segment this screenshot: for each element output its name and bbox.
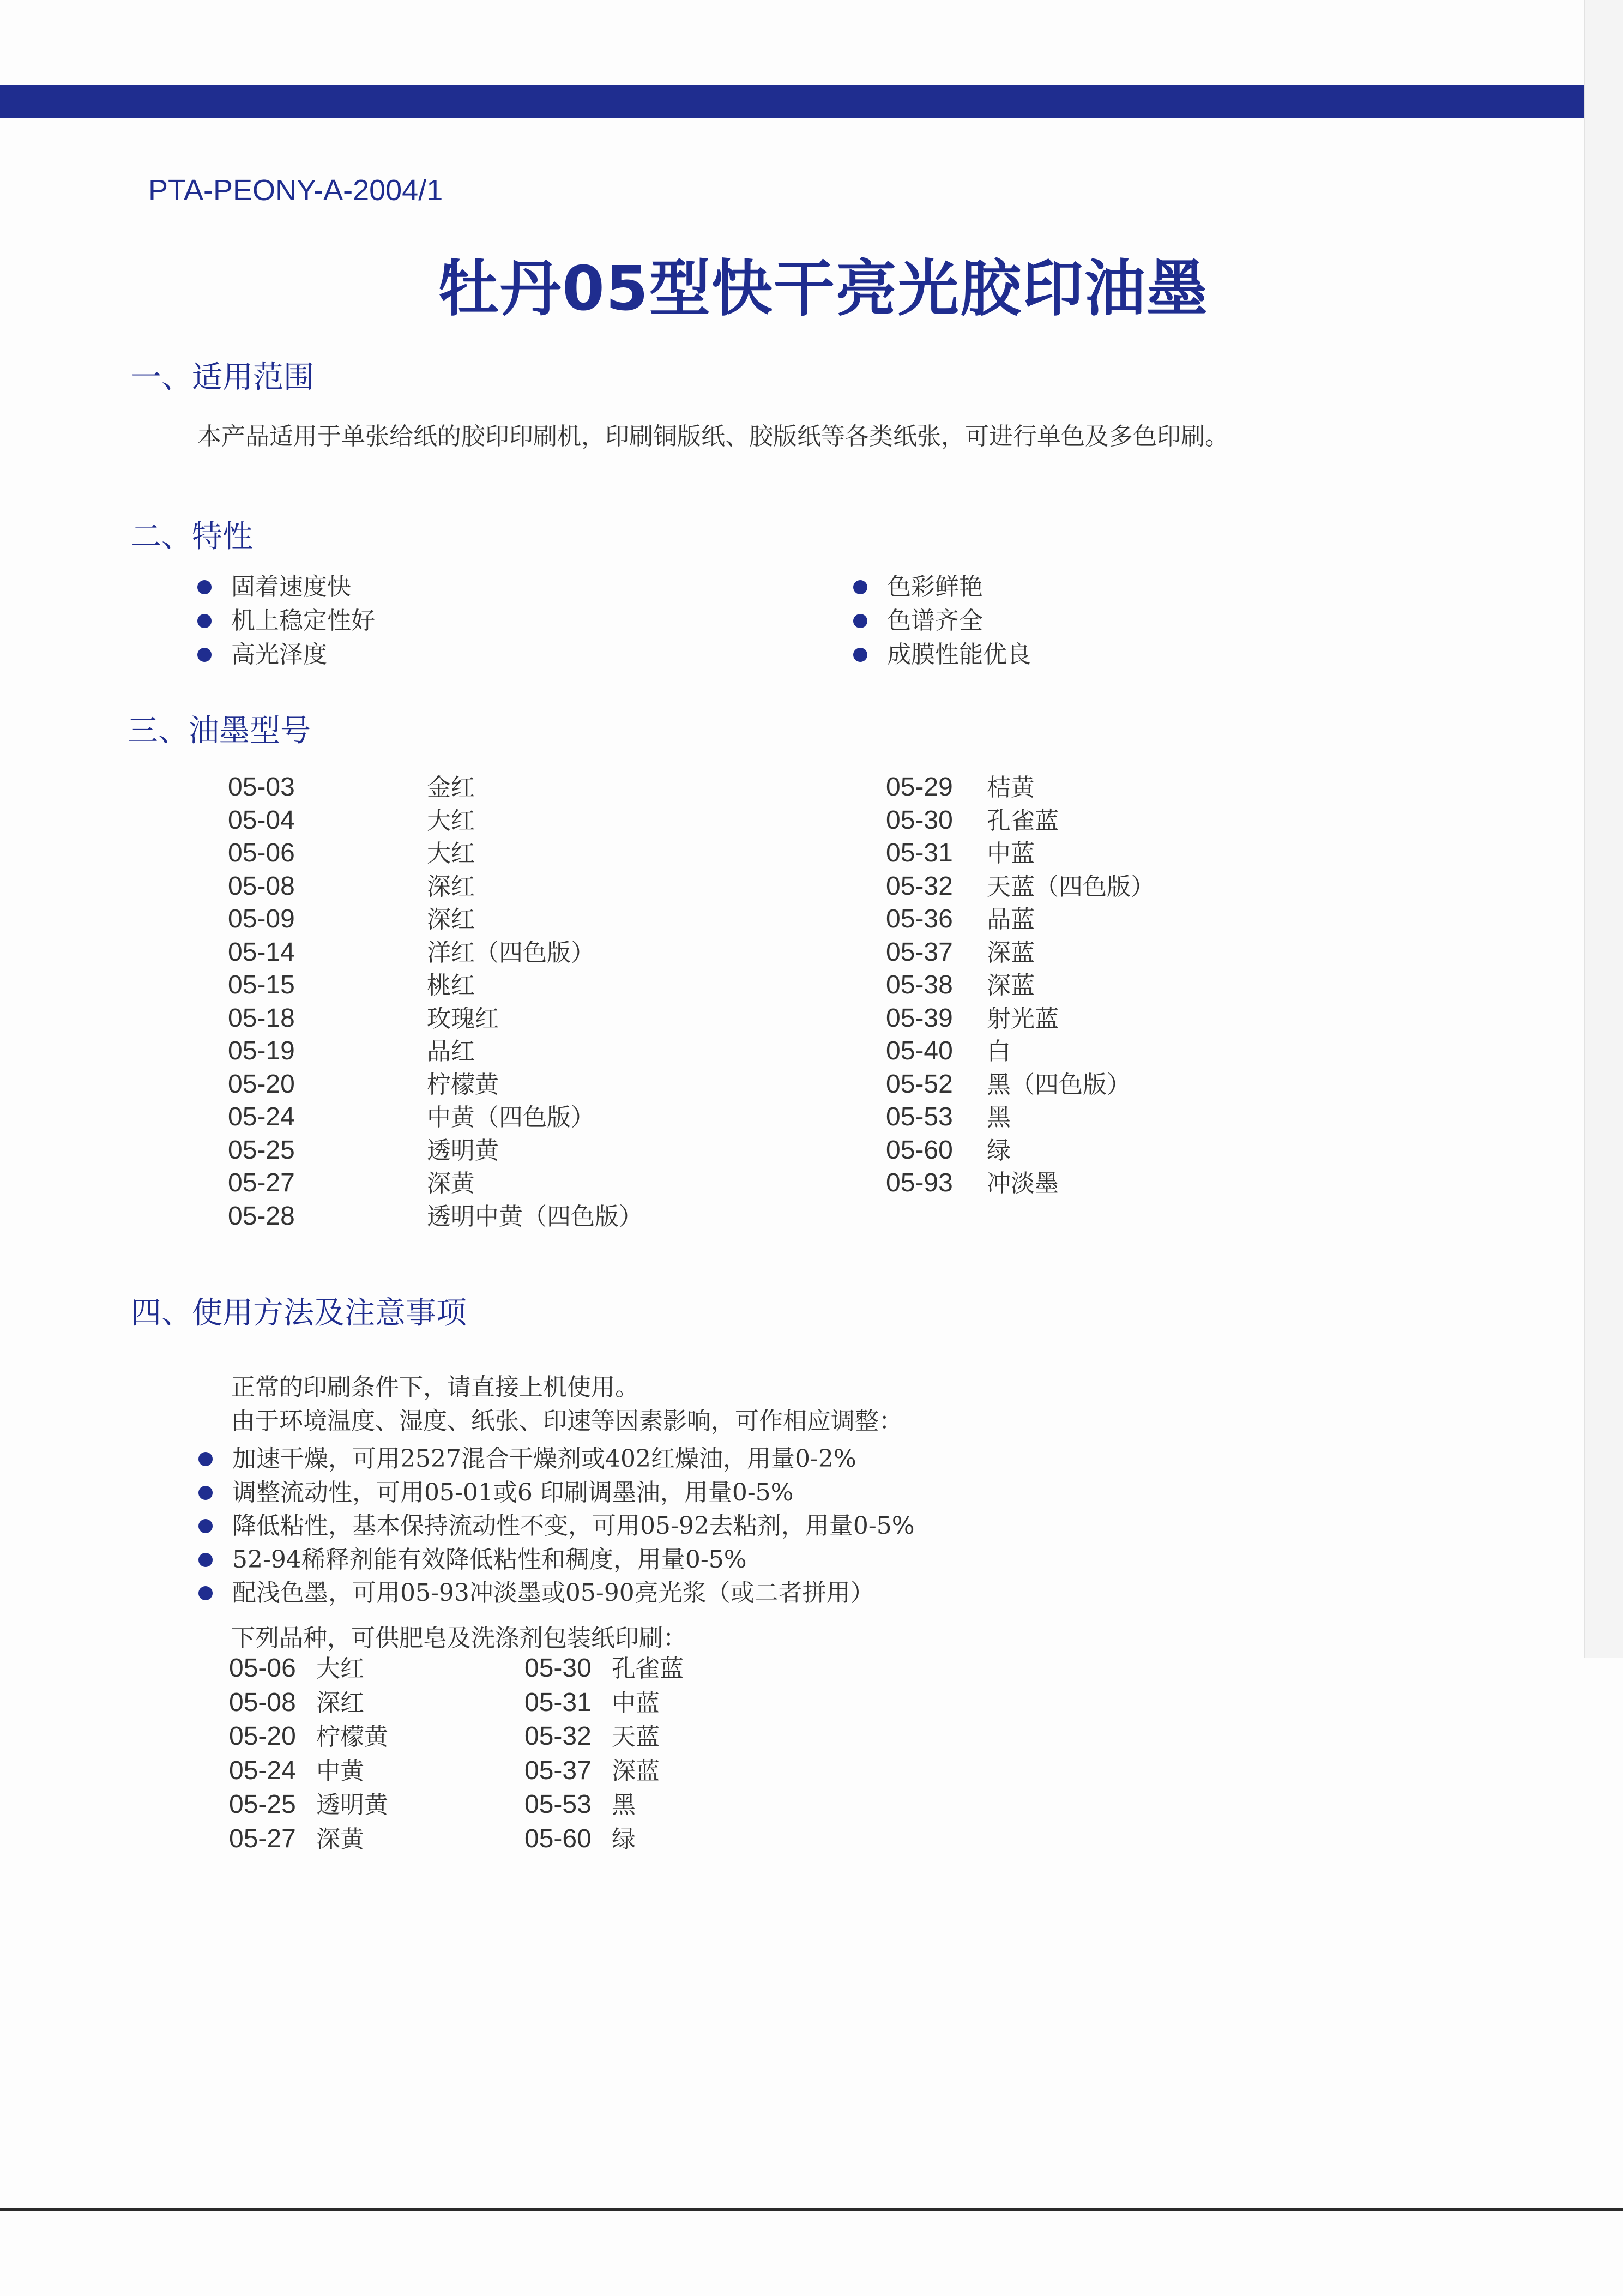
- ink-name: 绿: [987, 1136, 1011, 1165]
- soap-name: 中黄: [316, 1757, 364, 1785]
- ink-code: 05-28: [228, 1201, 295, 1231]
- usage-list: [198, 1442, 915, 1610]
- ink-name: 品红: [427, 1038, 475, 1065]
- ink-name: 桔黄: [987, 774, 1035, 802]
- ink-row: [228, 1200, 643, 1233]
- bullet-icon: [853, 580, 867, 594]
- ink-code: 05-60: [886, 1135, 953, 1165]
- usage-intro-1: 正常的印刷条件下，请直接上机使用。: [231, 1373, 639, 1401]
- soap-row: [524, 1652, 684, 1686]
- ink-row: [228, 969, 643, 1002]
- soap-code: 05-53: [524, 1790, 592, 1819]
- soap-code: 05-24: [229, 1756, 296, 1785]
- ink-row: [886, 969, 1155, 1002]
- ink-code: 05-15: [228, 971, 295, 999]
- ink-models-right: [886, 771, 1155, 1200]
- ink-code: 05-29: [886, 773, 953, 802]
- bullet-icon: [198, 1553, 213, 1567]
- ink-row: [886, 1002, 1155, 1035]
- soap-name: 柠檬黄: [316, 1723, 388, 1751]
- ink-row: [886, 936, 1155, 969]
- ink-name: 透明黄: [427, 1136, 499, 1165]
- soap-row: [524, 1822, 684, 1857]
- section-usage-heading: 四、使用方法及注意事项: [131, 1295, 467, 1331]
- ink-row: [228, 1101, 643, 1134]
- ink-code: 05-93: [886, 1168, 953, 1197]
- soap-list-left: [229, 1652, 388, 1856]
- ink-name: 柠檬黄: [427, 1070, 499, 1099]
- ink-name: 深红: [427, 906, 475, 933]
- ink-code: 05-19: [228, 1036, 295, 1065]
- ink-row: [228, 771, 643, 804]
- soap-name: 深红: [316, 1689, 364, 1717]
- ink-code: 05-03: [228, 773, 295, 802]
- soap-name: 黑: [612, 1791, 636, 1819]
- ink-name: 大红: [427, 806, 475, 835]
- soap-name: 天蓝: [612, 1723, 660, 1751]
- soap-name: 中蓝: [612, 1689, 660, 1717]
- ink-row: [886, 804, 1155, 837]
- ink-code: 05-52: [886, 1069, 953, 1099]
- soap-row: [524, 1686, 684, 1720]
- bullet-icon: [197, 614, 212, 628]
- ink-name: 白: [987, 1038, 1011, 1065]
- ink-code: 05-30: [886, 805, 953, 835]
- document-code: PTA-PEONY-A-2004/1: [148, 174, 443, 207]
- ink-name: 冲淡墨: [987, 1170, 1059, 1197]
- soap-code: 05-06: [229, 1654, 296, 1683]
- features-list-right: [853, 570, 1031, 672]
- soap-row: [229, 1754, 388, 1788]
- section-scope-heading: 一、适用范围: [131, 360, 314, 395]
- soap-row: [229, 1822, 388, 1857]
- soap-row: [229, 1652, 388, 1686]
- ink-row: [886, 771, 1155, 804]
- list-item: 固着速度快: [197, 570, 375, 604]
- ink-row: [228, 1134, 643, 1167]
- soap-row: [524, 1720, 684, 1754]
- ink-row: [886, 837, 1155, 870]
- ink-name: 桃红: [427, 972, 475, 999]
- ink-code: 05-14: [228, 937, 295, 967]
- ink-name: 深红: [427, 872, 475, 901]
- ink-code: 05-20: [228, 1069, 295, 1099]
- ink-code: 05-06: [228, 839, 295, 867]
- soap-code: 05-31: [524, 1688, 592, 1717]
- ink-row: [228, 1167, 643, 1200]
- usage-intro-2: 由于环境温度、湿度、纸张、印速等因素影响，可作相应调整：: [231, 1407, 903, 1435]
- bullet-icon: [197, 648, 212, 662]
- soap-code: 05-37: [524, 1756, 592, 1785]
- ink-row: [228, 837, 643, 870]
- ink-name: 金红: [427, 774, 475, 802]
- ink-name: 大红: [427, 840, 475, 867]
- ink-models-left: [228, 771, 643, 1233]
- soap-row: [229, 1686, 388, 1720]
- ink-code: 05-37: [886, 937, 953, 967]
- ink-code: 05-39: [886, 1003, 953, 1033]
- soap-code: 05-25: [229, 1790, 296, 1819]
- bottom-edge-line: [0, 2208, 1623, 2211]
- soap-intro: 下列品种，可供肥皂及洗涤剂包装纸印刷：: [231, 1624, 687, 1652]
- ink-code: 05-38: [886, 971, 953, 999]
- section-features-heading: 二、特性: [131, 519, 253, 555]
- soap-code: 05-27: [229, 1824, 296, 1853]
- list-item: 成膜性能优良: [853, 638, 1031, 672]
- ink-name: 中黄（四色版）: [427, 1104, 595, 1131]
- ink-name: 品蓝: [987, 906, 1035, 933]
- ink-code: 05-36: [886, 905, 953, 933]
- bullet-icon: [197, 580, 212, 594]
- ink-name: 深蓝: [987, 972, 1035, 999]
- list-item: 降低粘性，基本保持流动性不变，可用05-92去粘剂，用量0-5%: [198, 1509, 915, 1543]
- ink-code: 05-32: [886, 871, 953, 901]
- ink-code: 05-09: [228, 905, 295, 933]
- list-item: 加速干燥，可用2527混合干燥剂或402红燥油，用量0-2%: [198, 1442, 915, 1476]
- ink-name: 射光蓝: [987, 1004, 1059, 1033]
- soap-code: 05-20: [229, 1722, 296, 1751]
- ink-row: [886, 1035, 1155, 1068]
- ink-row: [228, 804, 643, 837]
- bullet-icon: [198, 1586, 213, 1600]
- soap-name: 深蓝: [612, 1757, 660, 1785]
- bullet-icon: [198, 1452, 213, 1466]
- soap-name: 透明黄: [316, 1791, 388, 1819]
- soap-row: [524, 1754, 684, 1788]
- soap-row: [524, 1788, 684, 1822]
- ink-code: 05-18: [228, 1003, 295, 1033]
- ink-code: 05-25: [228, 1135, 295, 1165]
- soap-name: 深黄: [316, 1825, 364, 1853]
- section-models-heading: 三、油墨型号: [128, 713, 311, 749]
- ink-code: 05-24: [228, 1102, 295, 1131]
- ink-name: 深蓝: [987, 938, 1035, 967]
- ink-row: [886, 1167, 1155, 1200]
- soap-row: [229, 1788, 388, 1822]
- bullet-icon: [853, 614, 867, 628]
- list-item: 色谱齐全: [853, 604, 1031, 638]
- soap-name: 孔雀蓝: [612, 1655, 684, 1683]
- bullet-icon: [198, 1519, 213, 1533]
- soap-list-right: [524, 1652, 684, 1856]
- features-list-left: [197, 570, 375, 672]
- list-item: 配浅色墨，可用05-93冲淡墨或05-90亮光浆（或二者拼用）: [198, 1576, 915, 1610]
- list-item: 调整流动性，可用05-01或6 印刷调墨油，用量0-5%: [198, 1476, 915, 1510]
- ink-row: [228, 870, 643, 903]
- list-item: 色彩鲜艳: [853, 570, 1031, 604]
- ink-code: 05-40: [886, 1036, 953, 1065]
- list-item: 52-94稀释剂能有效降低粘性和稠度，用量0-5%: [198, 1543, 915, 1577]
- soap-row: [229, 1720, 388, 1754]
- ink-row: [886, 1134, 1155, 1167]
- ink-row: [228, 936, 643, 969]
- bullet-icon: [198, 1486, 213, 1500]
- ink-row: [886, 903, 1155, 936]
- soap-code: 05-32: [524, 1722, 592, 1751]
- ink-name: 深黄: [427, 1170, 475, 1197]
- bullet-icon: [853, 648, 867, 662]
- soap-code: 05-60: [524, 1824, 592, 1853]
- ink-row: [886, 870, 1155, 903]
- ink-name: 黑: [987, 1104, 1011, 1131]
- ink-name: 玫瑰红: [427, 1004, 499, 1033]
- ink-name: 孔雀蓝: [987, 806, 1059, 835]
- ink-row: [228, 1035, 643, 1068]
- ink-name: 洋红（四色版）: [427, 938, 595, 967]
- header-band: [0, 85, 1623, 118]
- ink-name: 中蓝: [987, 840, 1035, 867]
- soap-name: 绿: [612, 1825, 636, 1853]
- ink-code: 05-53: [886, 1102, 953, 1131]
- ink-row: [228, 903, 643, 936]
- list-item: 机上稳定性好: [197, 604, 375, 638]
- ink-name: 天蓝（四色版）: [987, 872, 1155, 901]
- ink-row: [228, 1068, 643, 1101]
- soap-name: 大红: [316, 1655, 364, 1683]
- soap-code: 05-08: [229, 1688, 296, 1717]
- soap-code: 05-30: [524, 1654, 592, 1683]
- ink-row: [228, 1002, 643, 1035]
- ink-row: [886, 1068, 1155, 1101]
- ink-row: [886, 1101, 1155, 1134]
- list-item: 高光泽度: [197, 638, 375, 672]
- ink-name: 黑（四色版）: [987, 1070, 1131, 1099]
- ink-code: 05-31: [886, 839, 953, 867]
- ink-code: 05-27: [228, 1168, 295, 1197]
- ink-code: 05-04: [228, 805, 295, 835]
- page-title: 牡丹05型快干亮光胶印油墨: [438, 254, 1209, 324]
- ink-code: 05-08: [228, 871, 295, 901]
- ink-name: 透明中黄（四色版）: [427, 1202, 643, 1231]
- scope-text: 本产品适用于单张给纸的胶印印刷机，印刷铜版纸、胶版纸等各类纸张，可进行单色及多色印刷。: [197, 423, 1229, 450]
